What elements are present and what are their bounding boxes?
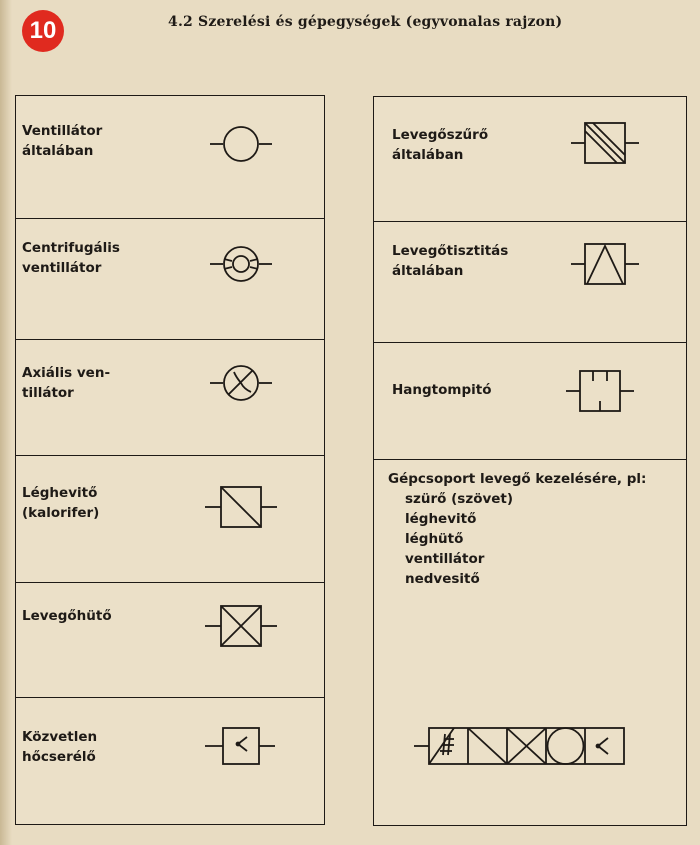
filter-icon [569, 121, 649, 165]
cell-air-cleaning [374, 221, 686, 343]
group-item: léghütő [405, 531, 464, 547]
group-heading: Gépcsoport levegő kezelésére, pl: [388, 471, 647, 487]
right-symbol-table [373, 96, 687, 826]
silencer-icon [564, 367, 644, 417]
axial-fan-icon [206, 361, 276, 405]
double-circle-icon [206, 242, 276, 286]
circle-icon [206, 124, 276, 164]
cell-label: Közvetlen hőcserélő [22, 729, 98, 765]
cell-label: Levegőtisztitás általában [392, 243, 509, 279]
cell-air-cooler [16, 582, 324, 698]
cell-centrifugal-fan [16, 218, 324, 340]
cell-label: Léghevitő (kalorifer) [22, 485, 100, 521]
cell-label: Levegőhütő [22, 608, 112, 624]
cell-label: Centrifugális ventillátor [22, 240, 120, 276]
group-item: nedvesitő [405, 571, 480, 587]
cell-silencer [374, 342, 686, 460]
group-item-list [405, 489, 513, 589]
group-item: léghevitő [405, 511, 477, 527]
cell-heat-exchanger [16, 697, 324, 824]
air-handling-unit-icon [412, 725, 632, 771]
cell-air-filter [374, 97, 686, 222]
cell-label: Levegőszűrő általában [392, 127, 489, 163]
box-cross-icon [203, 604, 283, 648]
cell-ventilator [16, 96, 324, 219]
cell-air-heater [16, 455, 324, 583]
page-number-badge [22, 10, 64, 52]
group-item: szürő (szövet) [405, 491, 514, 507]
cell-air-handling-group [374, 459, 686, 825]
page-number: 10 [29, 17, 57, 44]
box-angle-icon [203, 724, 283, 768]
section-title: 4.2 Szerelési és gépegységek (egyvonalas rajzon) [168, 14, 563, 30]
left-symbol-table [15, 95, 325, 825]
cell-label: Hangtompitó [392, 382, 492, 398]
cell-label: Ventillátor általában [22, 123, 103, 159]
triangle-box-icon [569, 242, 649, 286]
group-item: ventillátor [405, 551, 485, 567]
cell-label: Axiális ven- tillátor [22, 365, 111, 401]
box-diagonal-icon [203, 485, 283, 529]
cell-axial-fan [16, 339, 324, 456]
page-edge [0, 0, 12, 845]
